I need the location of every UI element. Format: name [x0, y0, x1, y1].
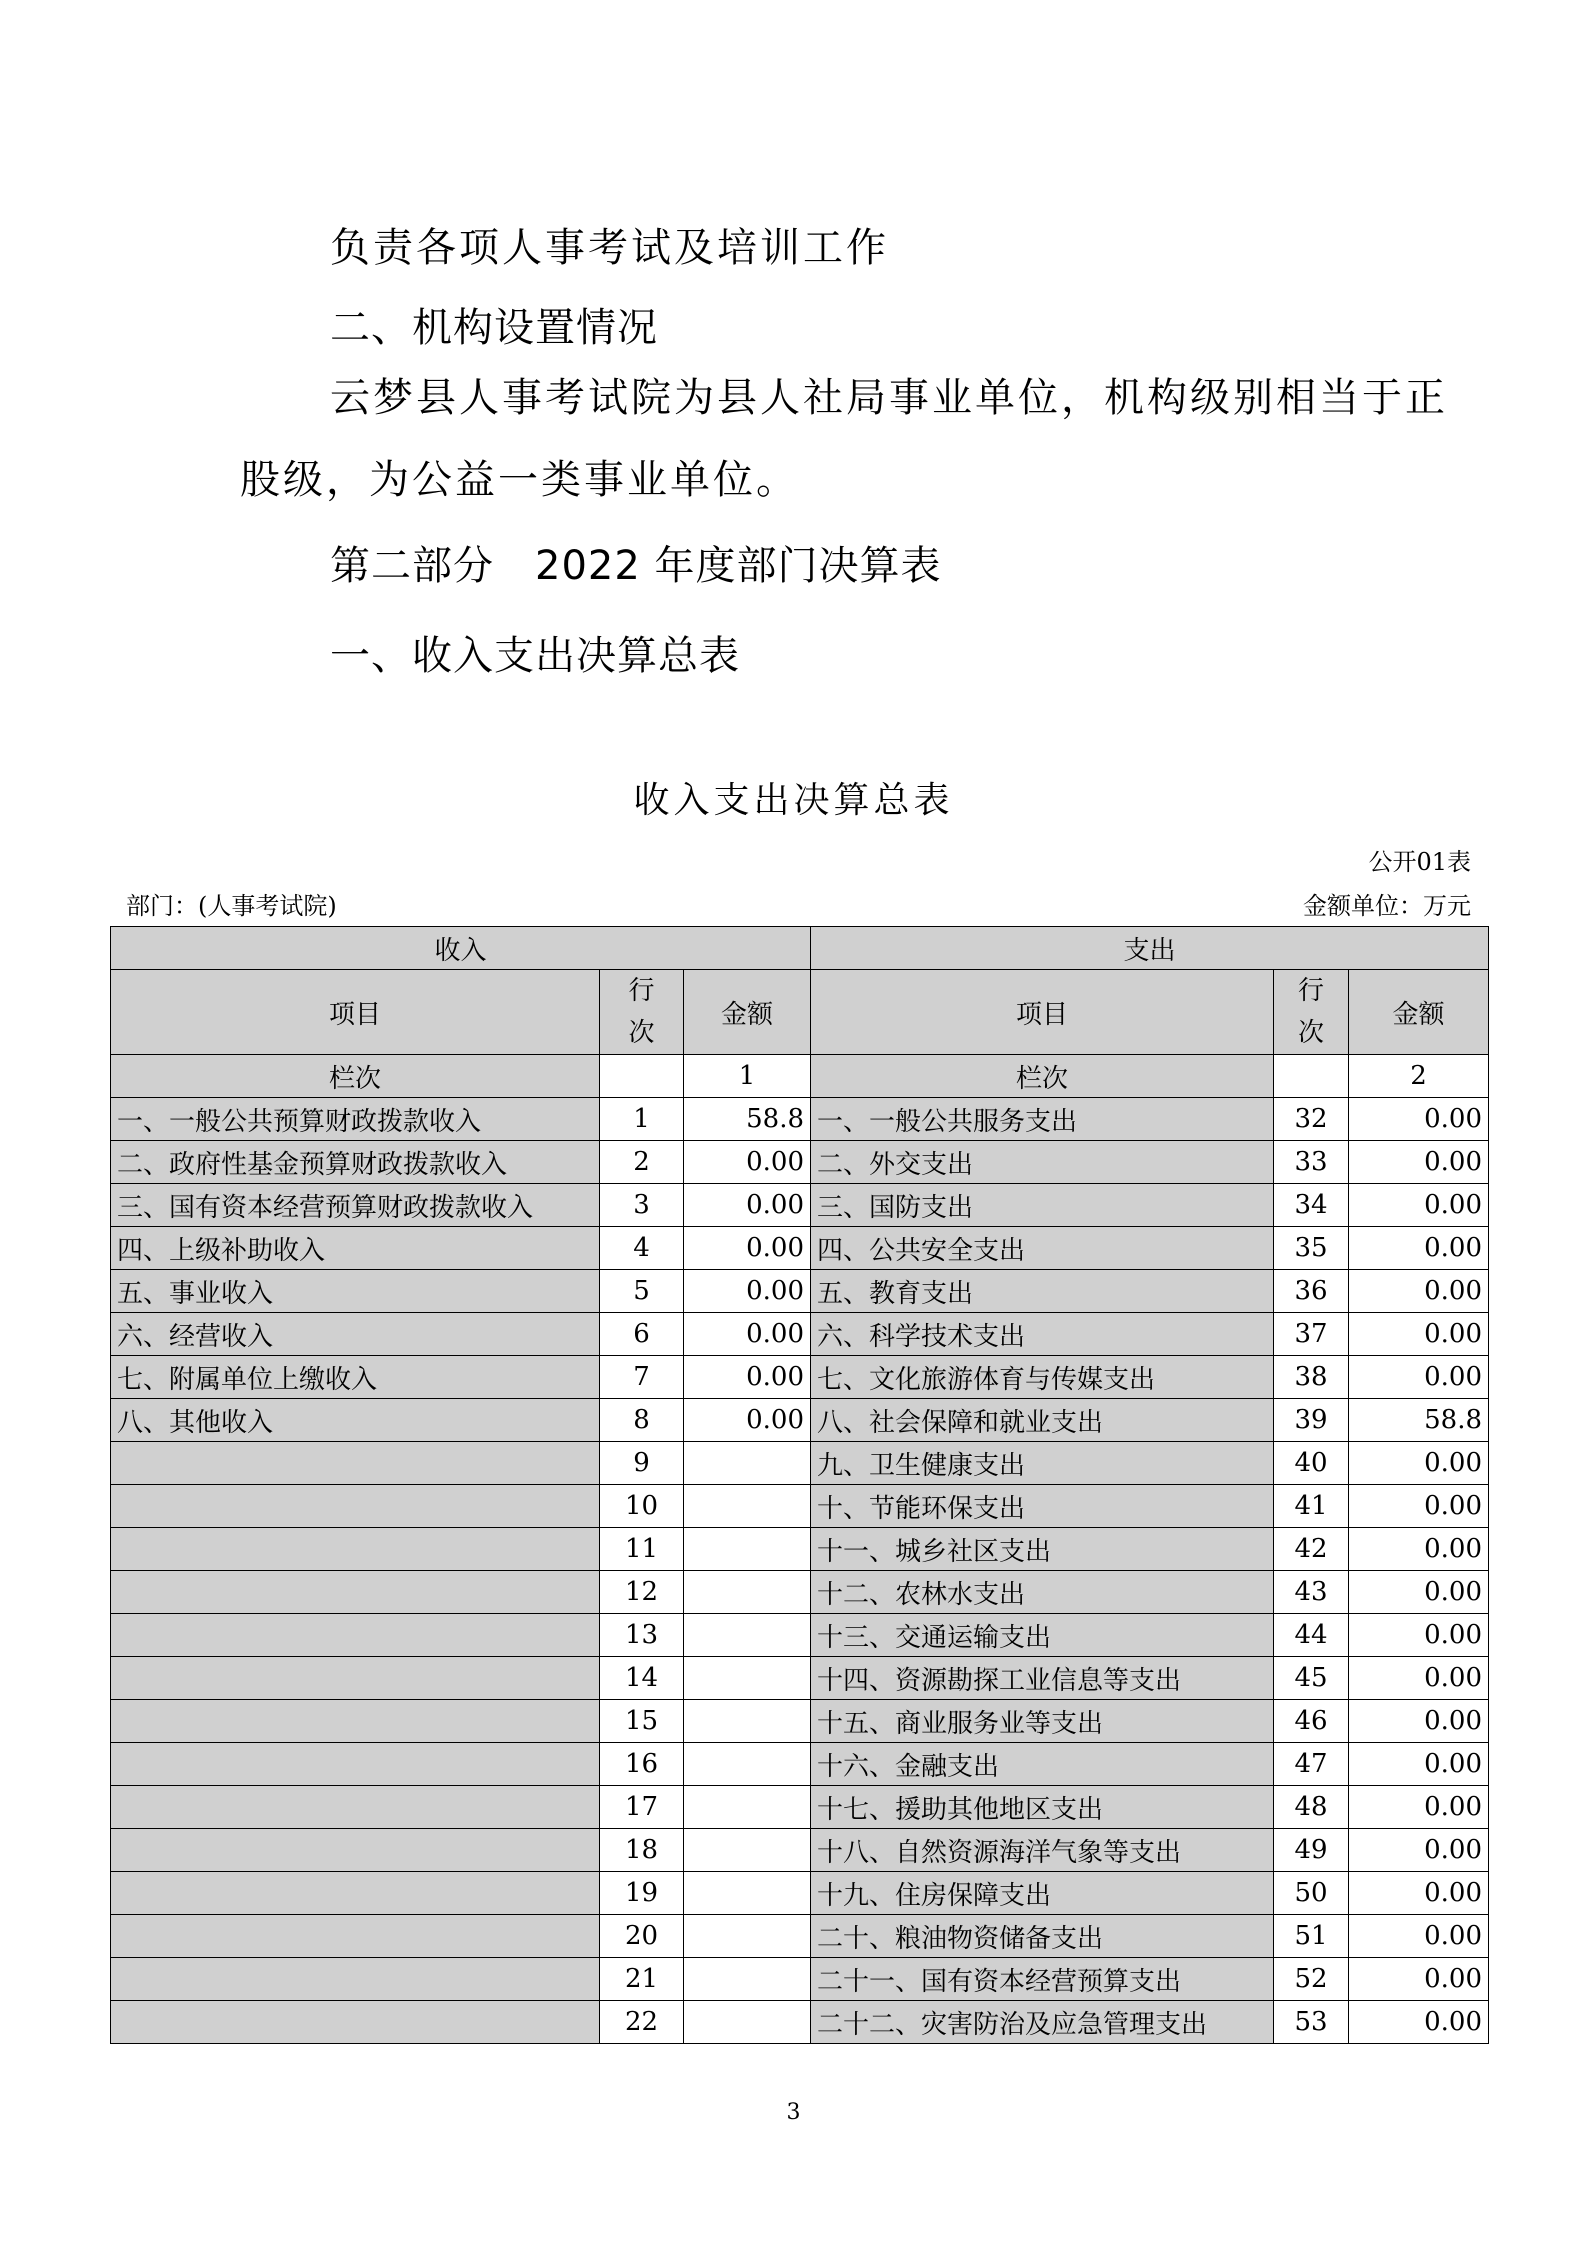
expense-item-cell: 四、公共安全支出: [811, 1227, 1274, 1270]
table-row: [111, 1872, 1489, 1915]
expense-item-cell: 五、教育支出: [811, 1270, 1274, 1313]
expense-item-cell: 二十一、国有资本经营预算支出: [811, 1958, 1274, 2001]
expense-row-number-cell: 38: [1274, 1356, 1349, 1399]
expense-item-cell: 十、节能环保支出: [811, 1485, 1274, 1528]
income-amount-cell: 0.00: [684, 1270, 811, 1313]
income-item-header: 项目: [111, 970, 600, 1055]
income-row-number-cell: 14: [600, 1657, 684, 1700]
expense-row-number-cell: 46: [1274, 1700, 1349, 1743]
income-section-header: 收入: [111, 927, 811, 970]
expense-item-cell: 十四、资源勘探工业信息等支出: [811, 1657, 1274, 1700]
expense-row-number-cell: 53: [1274, 2001, 1349, 2044]
expense-item-cell: 九、卫生健康支出: [811, 1442, 1274, 1485]
income-row-number-cell: 6: [600, 1313, 684, 1356]
income-amount-cell: [684, 1829, 811, 1872]
income-column-no-blank: [600, 1055, 684, 1098]
table-row: [111, 1227, 1489, 1270]
expense-item-cell: 十二、农林水支出: [811, 1571, 1274, 1614]
income-row-number-cell: 9: [600, 1442, 684, 1485]
income-item-cell: 二、政府性基金预算财政拨款收入: [111, 1141, 600, 1184]
row-no-header-bottom: 次: [1297, 1018, 1324, 1048]
income-row-number-cell: 12: [600, 1571, 684, 1614]
expense-item-cell: 一、一般公共服务支出: [811, 1098, 1274, 1141]
expense-row-number-cell: 42: [1274, 1528, 1349, 1571]
expense-amount-cell: 0.00: [1349, 1184, 1489, 1227]
income-row-number-cell: 13: [600, 1614, 684, 1657]
expense-amount-cell: 0.00: [1349, 1270, 1489, 1313]
expense-item-cell: 十九、住房保障支出: [811, 1872, 1274, 1915]
income-column-number: 1: [684, 1055, 811, 1098]
heading-organization: 二、机构设置情况: [330, 305, 658, 351]
income-row-number-cell: 16: [600, 1743, 684, 1786]
expense-column-no-blank: [1274, 1055, 1349, 1098]
income-item-cell: 七、附属单位上缴收入: [111, 1356, 600, 1399]
expense-amount-cell: 0.00: [1349, 1442, 1489, 1485]
expense-row-number-cell: 35: [1274, 1227, 1349, 1270]
income-amount-cell: 0.00: [684, 1399, 811, 1442]
table-code: 公开01表: [1368, 848, 1471, 876]
table-row: [111, 1098, 1489, 1141]
row-no-header-top: 行: [628, 976, 655, 1006]
expense-row-no-header: [1274, 970, 1349, 1055]
income-amount-cell: [684, 1442, 811, 1485]
expense-amount-cell: 58.8: [1349, 1399, 1489, 1442]
expense-amount-cell: 0.00: [1349, 1227, 1489, 1270]
income-row-number-cell: 5: [600, 1270, 684, 1313]
expense-row-number-cell: 39: [1274, 1399, 1349, 1442]
expense-amount-cell: 0.00: [1349, 1614, 1489, 1657]
expense-item-cell: 八、社会保障和就业支出: [811, 1399, 1274, 1442]
expense-row-number-cell: 51: [1274, 1915, 1349, 1958]
expense-row-number-cell: 40: [1274, 1442, 1349, 1485]
table-row: [111, 1700, 1489, 1743]
expense-item-cell: 七、文化旅游体育与传媒支出: [811, 1356, 1274, 1399]
expense-amount-cell: 0.00: [1349, 1829, 1489, 1872]
income-item-cell: [111, 1485, 600, 1528]
income-item-cell: 八、其他收入: [111, 1399, 600, 1442]
income-row-number-cell: 10: [600, 1485, 684, 1528]
income-item-cell: [111, 1700, 600, 1743]
income-amount-cell: [684, 1657, 811, 1700]
income-item-cell: [111, 1442, 600, 1485]
income-item-cell: [111, 1657, 600, 1700]
table-row: [111, 1485, 1489, 1528]
income-item-cell: 三、国有资本经营预算财政拨款收入: [111, 1184, 600, 1227]
income-amount-cell: [684, 1485, 811, 1528]
table-row: [111, 1356, 1489, 1399]
department-label: 部门：(人事考试院): [126, 892, 337, 920]
expense-amount-cell: 0.00: [1349, 1141, 1489, 1184]
income-amount-cell: [684, 1958, 811, 2001]
expense-row-number-cell: 34: [1274, 1184, 1349, 1227]
income-item-cell: 六、经营收入: [111, 1313, 600, 1356]
amount-unit-label: 金额单位：万元: [1303, 892, 1471, 920]
income-row-number-cell: 4: [600, 1227, 684, 1270]
expense-amount-cell: 0.00: [1349, 1786, 1489, 1829]
expense-item-cell: 十五、商业服务业等支出: [811, 1700, 1274, 1743]
expense-amount-cell: 0.00: [1349, 1700, 1489, 1743]
income-row-number-cell: 8: [600, 1399, 684, 1442]
income-amount-cell: [684, 1528, 811, 1571]
expense-row-number-cell: 33: [1274, 1141, 1349, 1184]
paragraph-organization-line1: 云梦县人事考试院为县人社局事业单位，机构级别相当于正: [330, 375, 1448, 421]
expense-row-number-cell: 49: [1274, 1829, 1349, 1872]
income-item-cell: [111, 1571, 600, 1614]
income-row-number-cell: 22: [600, 2001, 684, 2044]
income-row-number-cell: 3: [600, 1184, 684, 1227]
expense-item-cell: 十一、城乡社区支出: [811, 1528, 1274, 1571]
income-amount-cell: [684, 2001, 811, 2044]
expense-item-cell: 二十二、灾害防治及应急管理支出: [811, 2001, 1274, 2044]
table-row: [111, 1313, 1489, 1356]
expense-item-cell: 十六、金融支出: [811, 1743, 1274, 1786]
income-item-cell: [111, 1915, 600, 1958]
expense-row-number-cell: 50: [1274, 1872, 1349, 1915]
expense-row-number-cell: 37: [1274, 1313, 1349, 1356]
table-body: [111, 1098, 1489, 2044]
income-item-cell: [111, 2001, 600, 2044]
table-row: [111, 1528, 1489, 1571]
expense-amount-header: 金额: [1349, 970, 1489, 1055]
table-row: [111, 1743, 1489, 1786]
expense-row-number-cell: 41: [1274, 1485, 1349, 1528]
paragraph-organization-line2: 股级，为公益一类事业单位。: [240, 457, 799, 503]
income-amount-cell: [684, 1915, 811, 1958]
table-row: [111, 1270, 1489, 1313]
income-row-number-cell: 19: [600, 1872, 684, 1915]
expense-amount-cell: 0.00: [1349, 1356, 1489, 1399]
table-row: [111, 1657, 1489, 1700]
expense-row-number-cell: 36: [1274, 1270, 1349, 1313]
expense-item-cell: 三、国防支出: [811, 1184, 1274, 1227]
income-item-cell: [111, 1743, 600, 1786]
income-item-cell: 四、上级补助收入: [111, 1227, 600, 1270]
income-row-number-cell: 7: [600, 1356, 684, 1399]
table-row: [111, 1786, 1489, 1829]
expense-column-label: 栏次: [811, 1055, 1274, 1098]
expense-amount-cell: 0.00: [1349, 1313, 1489, 1356]
income-expense-table: [110, 926, 1489, 2044]
income-item-cell: [111, 1872, 600, 1915]
expense-amount-cell: 0.00: [1349, 1485, 1489, 1528]
expense-item-cell: 十八、自然资源海洋气象等支出: [811, 1829, 1274, 1872]
expense-item-cell: 十七、援助其他地区支出: [811, 1786, 1274, 1829]
expense-row-number-cell: 47: [1274, 1743, 1349, 1786]
heading-income-expense-table: 一、收入支出决算总表: [330, 633, 740, 679]
table-row: [111, 1614, 1489, 1657]
table-row: [111, 1571, 1489, 1614]
income-item-cell: [111, 1786, 600, 1829]
income-row-number-cell: 18: [600, 1829, 684, 1872]
table-row: [111, 1399, 1489, 1442]
income-row-number-cell: 15: [600, 1700, 684, 1743]
table-row: [111, 1141, 1489, 1184]
income-row-number-cell: 1: [600, 1098, 684, 1141]
paragraph-duties: 负责各项人事考试及培训工作: [330, 225, 889, 271]
expense-row-number-cell: 44: [1274, 1614, 1349, 1657]
expense-amount-cell: 0.00: [1349, 1872, 1489, 1915]
income-item-cell: [111, 1958, 600, 2001]
income-column-label: 栏次: [111, 1055, 600, 1098]
income-amount-cell: [684, 1700, 811, 1743]
income-row-number-cell: 20: [600, 1915, 684, 1958]
income-row-number-cell: 17: [600, 1786, 684, 1829]
expense-section-header: 支出: [811, 927, 1489, 970]
income-amount-cell: [684, 1786, 811, 1829]
expense-amount-cell: 0.00: [1349, 1915, 1489, 1958]
income-amount-cell: 0.00: [684, 1141, 811, 1184]
income-amount-cell: [684, 1614, 811, 1657]
income-item-cell: 五、事业收入: [111, 1270, 600, 1313]
expense-row-number-cell: 32: [1274, 1098, 1349, 1141]
income-row-number-cell: 2: [600, 1141, 684, 1184]
income-item-cell: [111, 1829, 600, 1872]
page-number: 3: [786, 2100, 801, 2125]
table-row: [111, 1958, 1489, 2001]
expense-row-number-cell: 52: [1274, 1958, 1349, 2001]
expense-amount-cell: 0.00: [1349, 1098, 1489, 1141]
expense-amount-cell: 0.00: [1349, 1958, 1489, 2001]
expense-amount-cell: 0.00: [1349, 2001, 1489, 2044]
table-row: [111, 2001, 1489, 2044]
income-item-cell: [111, 1614, 600, 1657]
income-row-no-header: [600, 970, 684, 1055]
income-amount-cell: 0.00: [684, 1313, 811, 1356]
expense-item-header: 项目: [811, 970, 1274, 1055]
table-row: [111, 1442, 1489, 1485]
expense-item-cell: 二、外交支出: [811, 1141, 1274, 1184]
table-row: [111, 1915, 1489, 1958]
income-row-number-cell: 11: [600, 1528, 684, 1571]
table-row: [111, 1184, 1489, 1227]
income-amount-cell: 0.00: [684, 1184, 811, 1227]
income-amount-cell: [684, 1571, 811, 1614]
expense-amount-cell: 0.00: [1349, 1571, 1489, 1614]
expense-column-number: 2: [1349, 1055, 1489, 1098]
income-amount-header: 金额: [684, 970, 811, 1055]
income-amount-cell: 0.00: [684, 1227, 811, 1270]
heading-part-two: 第二部分 2022 年度部门决算表: [330, 543, 942, 589]
table-title: 收入支出决算总表: [633, 780, 954, 821]
income-row-number-cell: 21: [600, 1958, 684, 2001]
income-item-cell: [111, 1528, 600, 1571]
income-amount-cell: 58.8: [684, 1098, 811, 1141]
income-item-cell: 一、一般公共预算财政拨款收入: [111, 1098, 600, 1141]
income-amount-cell: [684, 1872, 811, 1915]
expense-item-cell: 十三、交通运输支出: [811, 1614, 1274, 1657]
expense-item-cell: 二十、粮油物资储备支出: [811, 1915, 1274, 1958]
expense-row-number-cell: 43: [1274, 1571, 1349, 1614]
expense-amount-cell: 0.00: [1349, 1657, 1489, 1700]
expense-row-number-cell: 48: [1274, 1786, 1349, 1829]
row-no-header-top: 行: [1297, 976, 1324, 1006]
income-amount-cell: 0.00: [684, 1356, 811, 1399]
income-amount-cell: [684, 1743, 811, 1786]
expense-item-cell: 六、科学技术支出: [811, 1313, 1274, 1356]
row-no-header-bottom: 次: [628, 1018, 655, 1048]
expense-row-number-cell: 45: [1274, 1657, 1349, 1700]
expense-amount-cell: 0.00: [1349, 1743, 1489, 1786]
table-row: [111, 1829, 1489, 1872]
expense-amount-cell: 0.00: [1349, 1528, 1489, 1571]
